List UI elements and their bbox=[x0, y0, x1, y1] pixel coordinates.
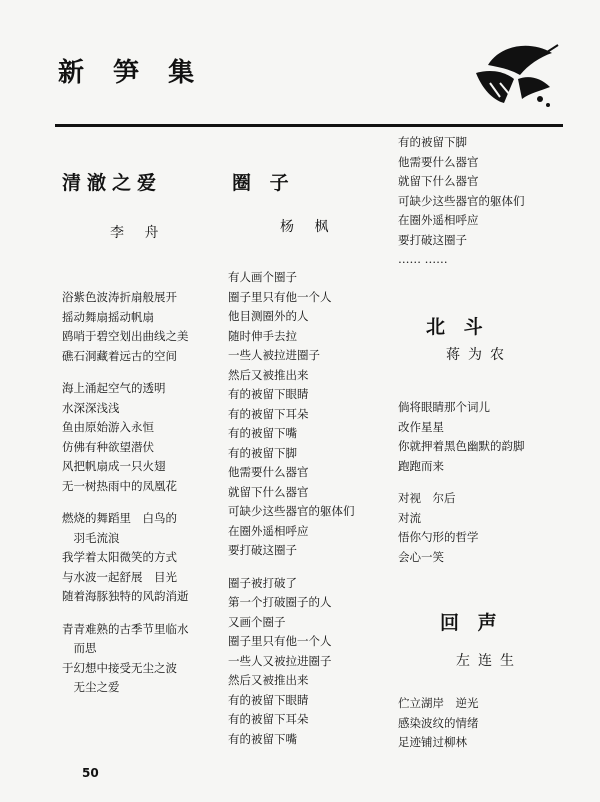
poem-line: 在圈外遥相呼应 bbox=[398, 213, 479, 227]
poem-line: 无一树热雨中的凤凰花 bbox=[62, 478, 177, 493]
poem-line: 要打破这圈子 bbox=[228, 543, 297, 557]
poem-line: 对视 尔后 bbox=[398, 491, 456, 505]
poem-line: 燃烧的舞蹈里 白鸟的 bbox=[62, 511, 177, 525]
poem-line: 第一个打破圈子的人 bbox=[228, 595, 332, 609]
poem-line: 要打破这圈子 bbox=[398, 232, 467, 247]
poem-line: 随着海豚独特的风韵消逝 bbox=[62, 589, 189, 603]
section-title: 新 笋 集 bbox=[58, 58, 205, 88]
poem-line: 在圈外遥相呼应 bbox=[228, 523, 309, 538]
poem-line: 感染波纹的情绪 bbox=[398, 715, 479, 730]
poem-body bbox=[398, 398, 525, 567]
poem-line: 他需要什么器官 bbox=[228, 465, 309, 479]
poem-line: 会心一笑 bbox=[398, 549, 444, 564]
poem-line: 就留下什么器官 bbox=[398, 174, 479, 188]
poem-line: 一些人被拉进圈子 bbox=[228, 348, 320, 362]
poem-line: 一些人又被拉进圈子 bbox=[228, 653, 332, 668]
poem-title: 清澈之爱 bbox=[62, 172, 163, 194]
poem-line: 倘将眼睛那个词儿 bbox=[398, 400, 490, 414]
header-rule bbox=[55, 124, 563, 127]
poem-line: 与水波一起舒展 目光 bbox=[62, 569, 177, 584]
poem-line: 有的被留下脚 bbox=[398, 135, 467, 149]
poem-line: 羽毛流浪 bbox=[62, 530, 120, 545]
stanza-break bbox=[62, 366, 189, 379]
poem-line: 有的被留下嘴 bbox=[228, 426, 297, 440]
poem-line: 我学着太阳微笑的方式 bbox=[62, 550, 177, 564]
poem-line: 有的被留下耳朵 bbox=[228, 712, 309, 726]
poem-line: 悟你勺形的哲学 bbox=[398, 530, 479, 544]
poem-line: 浴紫色波涛折扇般展开 bbox=[62, 290, 177, 304]
poem-line: 他目测圈外的人 bbox=[228, 309, 309, 323]
poem-line: 水深深浅浅 bbox=[62, 400, 120, 415]
poem-title: 北 斗 bbox=[426, 316, 489, 338]
poem-line: 礁石洞藏着远古的空间 bbox=[62, 348, 177, 363]
page-number: 50 bbox=[82, 766, 99, 780]
poem-line: 而思 bbox=[62, 641, 97, 655]
poem-line: 有的被留下耳朵 bbox=[228, 406, 309, 421]
poem-line: 有的被留下脚 bbox=[228, 445, 297, 460]
poem-line: 就留下什么器官 bbox=[228, 484, 309, 499]
poem-line: 风把帆扇成一只火翅 bbox=[62, 459, 166, 473]
stanza-break bbox=[398, 476, 525, 489]
poem-line: 仿佛有种欲望潜伏 bbox=[62, 439, 154, 454]
poem-line: 随时伸手去拉 bbox=[228, 328, 297, 343]
poem-author: 杨 枫 bbox=[280, 219, 337, 235]
poem-line: 你就押着黑色幽默的韵脚 bbox=[398, 439, 525, 453]
poem-title: 圈 子 bbox=[232, 172, 295, 194]
poem-line: 对流 bbox=[398, 510, 421, 525]
poem-author: 蒋为农 bbox=[446, 347, 512, 363]
poem-line: 足迹铺过柳林 bbox=[398, 735, 467, 749]
poem-line: 摇动舞扇摇动帆扇 bbox=[62, 309, 154, 324]
poem-line: 有人画个圈子 bbox=[228, 270, 297, 284]
poem-line: 有的被留下眼睛 bbox=[228, 387, 309, 401]
poem-line: 他需要什么器官 bbox=[398, 154, 479, 169]
poem-line: 然后又被推出来 bbox=[228, 367, 309, 382]
poem-line: 圈子里只有他一个人 bbox=[228, 289, 332, 304]
poem-line: 有的被留下嘴 bbox=[228, 731, 297, 746]
poem-line: 鸥哨于碧空划出曲线之美 bbox=[62, 329, 189, 343]
poem-line: 圈子里只有他一个人 bbox=[228, 634, 332, 648]
poem-line: 然后又被推出来 bbox=[228, 673, 309, 687]
poem-line: 有的被留下眼睛 bbox=[228, 692, 309, 707]
stanza-break bbox=[62, 496, 189, 509]
poem-line: 跑跑而来 bbox=[398, 458, 444, 473]
poem-line: 可缺少这些器官的躯体们 bbox=[398, 193, 525, 208]
poem-line: …… …… bbox=[398, 252, 448, 266]
poem-line: 于幻想中接受无尘之波 bbox=[62, 660, 177, 675]
poem-author: 李 舟 bbox=[110, 225, 167, 241]
stanza-break bbox=[62, 607, 189, 620]
poem-line: 可缺少这些器官的躯体们 bbox=[228, 504, 355, 518]
poem-line: 又画个圈子 bbox=[228, 614, 286, 629]
poem-body-continued bbox=[398, 133, 525, 270]
poem-author: 左连生 bbox=[456, 653, 522, 669]
poem-line: 鱼由原始游入永恒 bbox=[62, 420, 154, 434]
poem-line: 伫立湖岸 逆光 bbox=[398, 696, 479, 710]
poem-line: 无尘之爱 bbox=[62, 680, 120, 694]
stanza-break bbox=[228, 561, 355, 574]
poem-line: 圈子被打破了 bbox=[228, 575, 297, 590]
poem-body bbox=[398, 694, 479, 753]
decorative-illustration bbox=[470, 35, 560, 110]
poem-line: 海上涌起空气的透明 bbox=[62, 381, 166, 395]
poem-body bbox=[62, 288, 189, 698]
poem-body bbox=[228, 268, 355, 749]
poem-line: 青青难熟的古季节里临水 bbox=[62, 621, 189, 636]
poem-title: 回 声 bbox=[440, 612, 503, 634]
poem-line: 改作星星 bbox=[398, 419, 444, 434]
